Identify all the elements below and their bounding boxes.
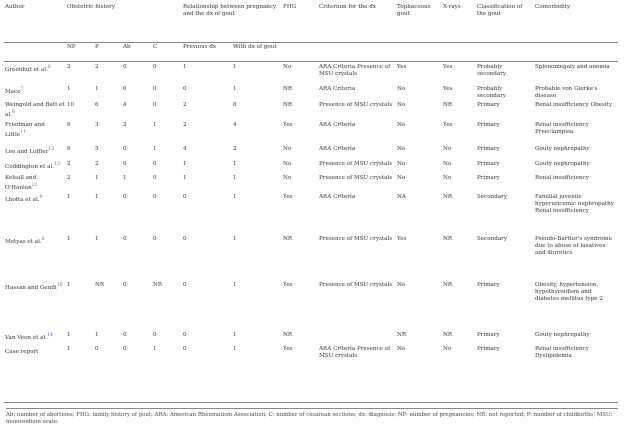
cell-cls: Primary: [477, 122, 500, 128]
table-row: [4, 173, 618, 192]
cell-with: 8: [233, 102, 237, 108]
cell-p: 2: [94, 62, 122, 85]
cell-fhg: Yes: [283, 345, 293, 352]
cell-toph: No: [397, 175, 406, 181]
cell-c: 1: [153, 122, 157, 128]
cell-p: NR: [95, 281, 105, 288]
cell-prev: 1: [183, 161, 187, 167]
header-ab: Ab: [122, 43, 152, 62]
cell-with: 1: [233, 281, 237, 288]
table-row: [4, 330, 618, 344]
cell-toph: NA: [397, 193, 406, 200]
divider: [4, 402, 618, 403]
header-xrays: X-rays: [443, 4, 461, 10]
cell-toph: No: [397, 161, 406, 167]
cell-cls: Primary: [477, 281, 500, 288]
cell-with: 1: [233, 345, 237, 352]
reference-link[interactable]: 8: [11, 110, 15, 115]
cell-np: 2: [67, 161, 71, 167]
cell-xr: No: [443, 345, 452, 352]
table-row: [4, 120, 618, 144]
author-name: Metyas et al.: [5, 238, 42, 245]
cell-prev: 0: [183, 193, 187, 200]
header-with-dx: With dx of gout: [232, 43, 282, 62]
reference-link[interactable]: 7: [20, 87, 24, 92]
cell-crit: Presence of MSU crystals: [319, 102, 393, 108]
cell-fhg: NR: [283, 102, 293, 108]
header-relationship: Relationship between pregnancy and the dx of gout: [183, 4, 277, 17]
table-row: [4, 84, 618, 100]
cell-xr: No: [443, 161, 452, 167]
cell-crit: Presence of MSU crystals: [319, 161, 393, 167]
cell-com: Renal insufficiency Preeclampsia: [535, 122, 589, 135]
table-row: [4, 62, 618, 85]
cell-fhg: Yes: [283, 281, 293, 288]
cell-author: [4, 330, 66, 344]
cell-cls: Primary: [477, 102, 500, 108]
cell-cls: Primary: [477, 161, 500, 167]
cell-toph: Yes: [396, 62, 442, 85]
cell-np: 2: [67, 175, 71, 181]
table-body: [4, 62, 618, 370]
cell-prev: 0: [183, 331, 187, 338]
cell-np: 1: [67, 86, 71, 92]
cell-ab: 2: [123, 122, 127, 128]
cell-prev: 1: [182, 62, 232, 85]
author-name: Greenhut et al.: [5, 66, 48, 73]
cell-cls: Secondary: [477, 193, 508, 200]
author-name: Kelsall and O'Hanlon: [5, 175, 37, 191]
reference-link[interactable]: 13: [54, 162, 60, 167]
header-comorbidity: Comorbidity: [535, 4, 571, 10]
cell-fhg: No: [283, 161, 292, 167]
header-classification: Classification of the gout: [477, 4, 523, 17]
cell-np: 6: [67, 146, 71, 152]
cell-author: [4, 62, 66, 85]
header-c: C: [152, 43, 182, 62]
reference-link[interactable]: 11: [20, 130, 27, 135]
cell-with: 1: [233, 175, 237, 181]
cell-xr: No: [443, 175, 452, 181]
cell-author: [4, 100, 66, 120]
cell-fhg: NR: [283, 86, 293, 92]
author-name: Mace: [5, 88, 21, 95]
cell-com: Renal insufficiency Obesity: [535, 102, 613, 108]
gout-pregnancy-table: [4, 3, 618, 370]
cell-c: 0: [153, 193, 157, 200]
cell-crit: ARA Criteria Presence of MSU crystals: [319, 345, 391, 359]
cell-prev: 2: [183, 102, 187, 108]
cell-author: [4, 144, 66, 159]
cell-xr: NR: [443, 102, 453, 108]
cell-author: [4, 159, 66, 173]
cell-crit: Presence of MSU crystals: [319, 235, 393, 242]
table-row: [4, 100, 618, 120]
cell-cls: Secondary: [477, 235, 508, 242]
cell-xr: Yes: [443, 122, 453, 128]
cell-prev: 0: [183, 86, 187, 92]
cell-cls: Primary: [477, 175, 500, 181]
header-fhg: FHG: [283, 4, 297, 10]
cell-author: [4, 120, 66, 144]
cell-ab: 0: [123, 331, 127, 338]
cell-fhg: Yes: [283, 193, 293, 200]
cell-with: 1: [233, 331, 237, 338]
header-obstetric: Obstetric history: [67, 4, 115, 10]
cell-c: 1: [153, 345, 157, 352]
table-row: [4, 159, 618, 173]
cell-author: [4, 84, 66, 100]
cell-fhg: Yes: [283, 122, 293, 128]
cell-com: Splenomegaly and anemia: [534, 62, 618, 85]
cell-toph: No: [397, 345, 406, 352]
reference-link[interactable]: 6: [47, 65, 51, 70]
cell-cls: Primary: [477, 146, 500, 152]
author-name: Lhotta et al.: [5, 196, 40, 203]
cell-xr: NR: [443, 235, 453, 242]
cell-p: 1: [95, 331, 99, 338]
cell-com: Gouty nephropathy: [535, 331, 590, 338]
reference-link[interactable]: 12: [48, 147, 55, 152]
cell-with: 1: [233, 161, 237, 167]
cell-np: 1: [67, 235, 71, 242]
cell-toph: NR: [397, 331, 407, 338]
cell-crit: [318, 330, 396, 344]
cell-prev: 4: [183, 146, 187, 152]
cell-author: [4, 234, 66, 280]
cell-with: 4: [233, 122, 237, 128]
cell-toph: No: [397, 102, 406, 108]
cell-prev: 1: [183, 175, 187, 181]
cell-com: Familial juvenile hyperuricemic nephropathy Renal insufficiency: [535, 193, 614, 214]
cell-c: 0: [152, 62, 182, 85]
cell-com: Pseudo-Bartter's syndrome due to abuse of laxatives and diuretics: [535, 235, 612, 256]
cell-author: [4, 192, 66, 234]
cell-p: 6: [95, 102, 99, 108]
cell-np: 2: [66, 62, 94, 85]
cell-crit: ARA Criteria: [319, 146, 356, 152]
cell-fhg: NR: [283, 235, 293, 242]
cell-p: 5: [95, 146, 99, 152]
cell-p: 3: [95, 122, 99, 128]
author-name: Friedman and Little: [5, 122, 45, 138]
cell-com: Renal insufficiency: [535, 175, 589, 181]
author-name: Hassan and Gendi: [5, 284, 57, 291]
author-name: Van Veen et al.: [5, 334, 48, 341]
cell-crit: ARA Criteria: [319, 86, 356, 92]
cell-xr: NR: [443, 331, 453, 338]
cell-ab: 0: [122, 62, 152, 85]
cell-with: 1: [233, 235, 237, 242]
cell-crit: Presence of MSU crystals: [319, 281, 393, 288]
header-previous: Previous dx: [182, 43, 232, 62]
cell-p: 2: [95, 161, 99, 167]
cell-c: 0: [153, 175, 157, 181]
cell-ab: 0: [123, 281, 127, 288]
cell-ab: 0: [123, 146, 127, 152]
cell-ab: 0: [123, 235, 127, 242]
cell-ab: 0: [123, 161, 127, 167]
table-footnote: Ab: number of abortions; FHG: family history of gout; ARA: American Rheumatism Association; C: number of cesarean sections; dx: diagnosis; NP: number of pregnancies; NR: not reported; P: number of childbirths; MSU: monosodium urate.: [6, 408, 618, 426]
cell-p: 0: [95, 345, 99, 352]
author-name: Weingold and Batt et al.: [5, 102, 65, 118]
cell-xr: NR: [443, 281, 453, 288]
table-row: [4, 234, 618, 280]
cell-ab: 0: [123, 193, 127, 200]
cell-toph: No: [397, 281, 406, 288]
cell-ab: 1: [123, 175, 127, 181]
reference-link[interactable]: 21: [31, 183, 38, 188]
table-row: [4, 144, 618, 159]
cell-cls: Primary: [477, 345, 500, 352]
cell-fhg: NR: [283, 331, 293, 338]
cell-author: [4, 280, 66, 330]
cell-fhg: No: [283, 175, 292, 181]
cell-com: Renal insufficiency Dyslipidemia: [535, 345, 589, 359]
cell-np: 6: [67, 122, 71, 128]
cell-crit: ARA Criteria: [319, 122, 356, 128]
cell-c: 1: [153, 146, 157, 152]
cell-cls: Probably secondary: [477, 86, 507, 99]
cell-with: 1: [233, 86, 237, 92]
cell-xr: No: [443, 146, 452, 152]
cell-np: 1: [67, 193, 71, 200]
cell-cls: Primary: [477, 331, 500, 338]
cell-com: Obesity, hypertension, hypothyroidism and diabetes mellitus type 2: [535, 281, 603, 302]
cell-c: 0: [153, 86, 157, 92]
cell-c: 0: [153, 235, 157, 242]
reference-link[interactable]: 14: [47, 332, 53, 338]
cell-with: 1: [233, 193, 237, 200]
header-criterium: Criterium for the dx: [319, 4, 377, 10]
cell-p: 1: [95, 175, 99, 181]
cell-np: 1: [67, 345, 71, 352]
cell-fhg: No: [282, 62, 318, 85]
cell-np: 1: [67, 331, 71, 338]
table-row: [4, 344, 618, 370]
cell-toph: No: [397, 86, 406, 92]
cell-ab: 0: [123, 86, 127, 92]
cell-crit: Presence of MSU crystals: [319, 175, 393, 181]
cell-np: 10: [67, 102, 75, 108]
cell-with: 1: [232, 62, 282, 85]
cell-p: 1: [95, 86, 99, 92]
cell-prev: 2: [183, 122, 187, 128]
cell-c: 0: [153, 102, 157, 108]
cell-xr: NR: [443, 193, 453, 200]
cell-fhg: No: [283, 146, 292, 152]
cell-prev: 0: [183, 345, 187, 352]
cell-toph: No: [397, 122, 406, 128]
cell-prev: 0: [183, 235, 187, 242]
table-row: [4, 192, 618, 234]
header-tophaceous: Tophaceous gout: [397, 4, 431, 17]
cell-np: 1: [67, 281, 71, 288]
header-p: P: [94, 43, 122, 62]
cell-cls: Probably secondary: [476, 62, 534, 85]
cell-xr: Yes: [443, 86, 453, 92]
cell-crit: ARA Criteria: [319, 193, 356, 200]
reference-link[interactable]: 9: [39, 194, 43, 200]
cell-com: Gouty nephropathy: [535, 146, 590, 152]
cell-ab: 0: [123, 345, 127, 352]
header-np: NP: [66, 43, 94, 62]
cell-c: 0: [153, 331, 157, 338]
author-name: Coddington et al.: [5, 163, 55, 170]
header-author: Author: [5, 4, 25, 10]
reference-link[interactable]: 6: [41, 236, 45, 242]
author-name: Lee and Loffler: [5, 148, 49, 155]
cell-p: 1: [95, 235, 99, 242]
cell-com: Probable von Gierke's disease: [535, 86, 598, 99]
cell-toph: No: [397, 146, 406, 152]
cell-with: 2: [233, 146, 237, 152]
cell-author: [4, 173, 66, 192]
cell-toph: Yes: [397, 235, 407, 242]
author-name: Case report: [5, 348, 39, 355]
table-row: [4, 280, 618, 330]
cell-author: [4, 344, 66, 370]
cell-ab: 4: [123, 102, 127, 108]
cell-xr: Yes: [442, 62, 476, 85]
cell-c: 0: [153, 161, 157, 167]
cell-com: Gouty nephropathy: [535, 161, 590, 167]
cell-crit: ARA Criteria Presence of MSU crystals: [318, 62, 396, 85]
cell-c: NR: [153, 281, 163, 288]
cell-p: 1: [95, 193, 99, 200]
reference-link[interactable]: 10: [56, 282, 63, 288]
cell-prev: 0: [183, 281, 187, 288]
